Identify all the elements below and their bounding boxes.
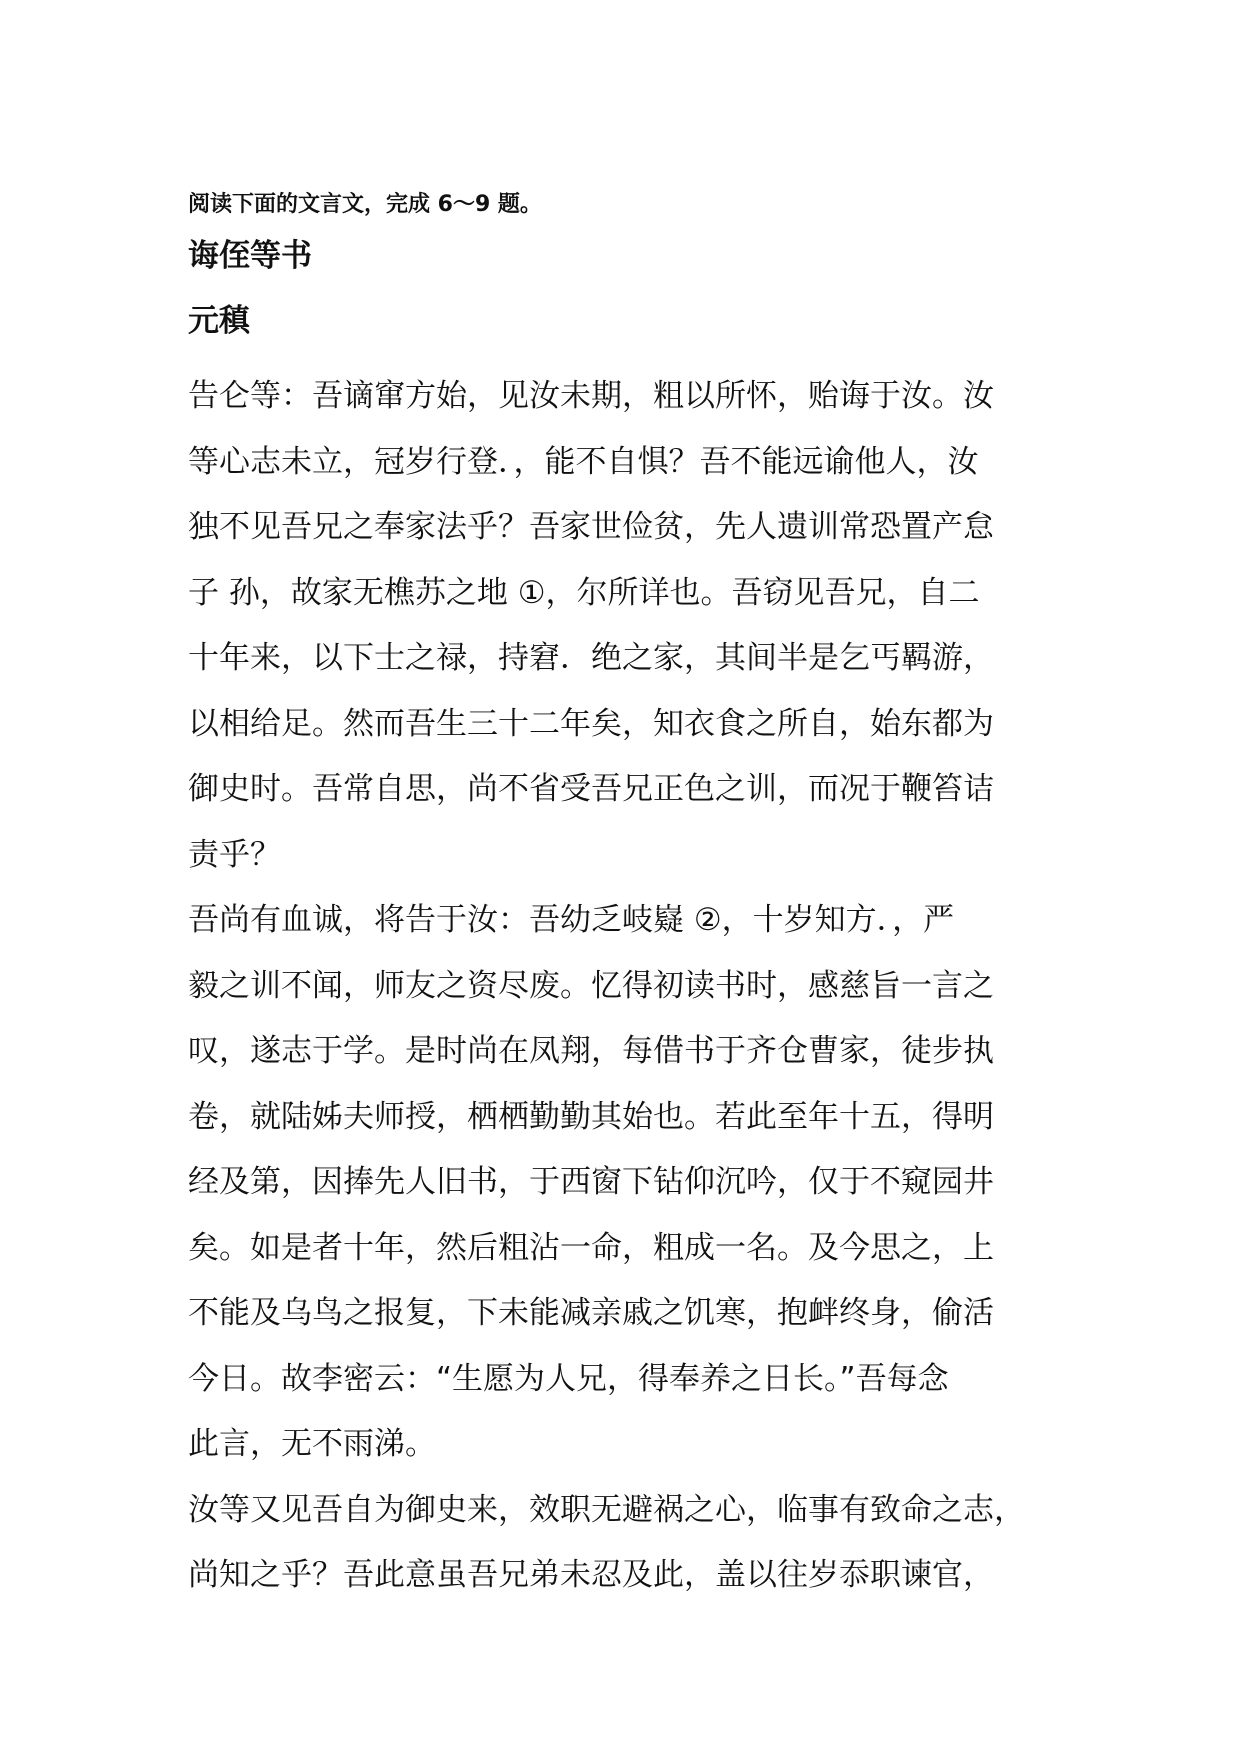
- text-line: 矣。如是者十年，然后粗沾一命，粗成一名。及今思之，上: [188, 1229, 994, 1266]
- text-line: 今日。故李密云：“生愿为人兄，得奉养之日长。”吾每念: [188, 1360, 949, 1397]
- text-line: 独不见吾兄之奉家法乎？吾家世俭贫，先人遗训常恐置产怠: [188, 509, 994, 545]
- text-line: 等心志未立，冠岁行登．，能不自惧？吾不能远谕他人，汝: [188, 443, 979, 480]
- text-line: 毅之训不闻，师友之资尽废。忆得初读书时，感慈旨一言之: [188, 967, 994, 1004]
- text-line: 此言，无不雨涕。: [188, 1426, 436, 1462]
- text-line: 告仑等：吾谪窜方始，见汝未期，粗以所怀，贻诲于汝。汝: [188, 378, 994, 414]
- text-line: 子 孙，故家无樵苏之地 ①，尔所详也。吾窃见吾兄，自二: [188, 574, 980, 611]
- text-line: 以相给足。然而吾生三十二年矣，知衣食之所自，始东都为: [188, 705, 994, 742]
- question-instruction: 阅读下面的文言文，完成 6～9 题。: [188, 192, 542, 217]
- text-line: 卷，就陆姊夫师授，栖栖勤勤其始也。若此至年十五，得明: [188, 1098, 994, 1135]
- article-title: 诲侄等书: [188, 238, 312, 274]
- text-line: 不能及乌鸟之报复，下未能减亲戚之饥寒，抱衅终身，偷活: [188, 1295, 994, 1331]
- text-line: 吾尚有血诚，将告于汝：吾幼乏岐嶷 ②，十岁知方．，严: [188, 902, 955, 938]
- text-line: 尚知之乎？吾此意虽吾兄弟未忍及此，盖以往岁忝职谏官，: [188, 1557, 994, 1593]
- text-line: 十年来，以下士之禄，持窘．绝之家，其间半是乞丐羁游，: [188, 640, 994, 676]
- text-line: 汝等又见吾自为御史来，效职无避祸之心，临事有致命之志，: [188, 1491, 1025, 1528]
- text-line: 经及第，因捧先人旧书，于西窗下钻仰沉吟，仅于不窥园井: [188, 1164, 994, 1200]
- text-line: 叹，遂志于学。是时尚在凤翔，每借书于齐仓曹家，徒步执: [188, 1033, 994, 1069]
- text-line: 御史时。吾常自思，尚不省受吾兄正色之训，而况于鞭笞诘: [188, 771, 994, 807]
- text-line: 责乎？: [188, 836, 281, 873]
- article-author: 元稹: [188, 303, 250, 339]
- article-body: [188, 364, 1058, 1609]
